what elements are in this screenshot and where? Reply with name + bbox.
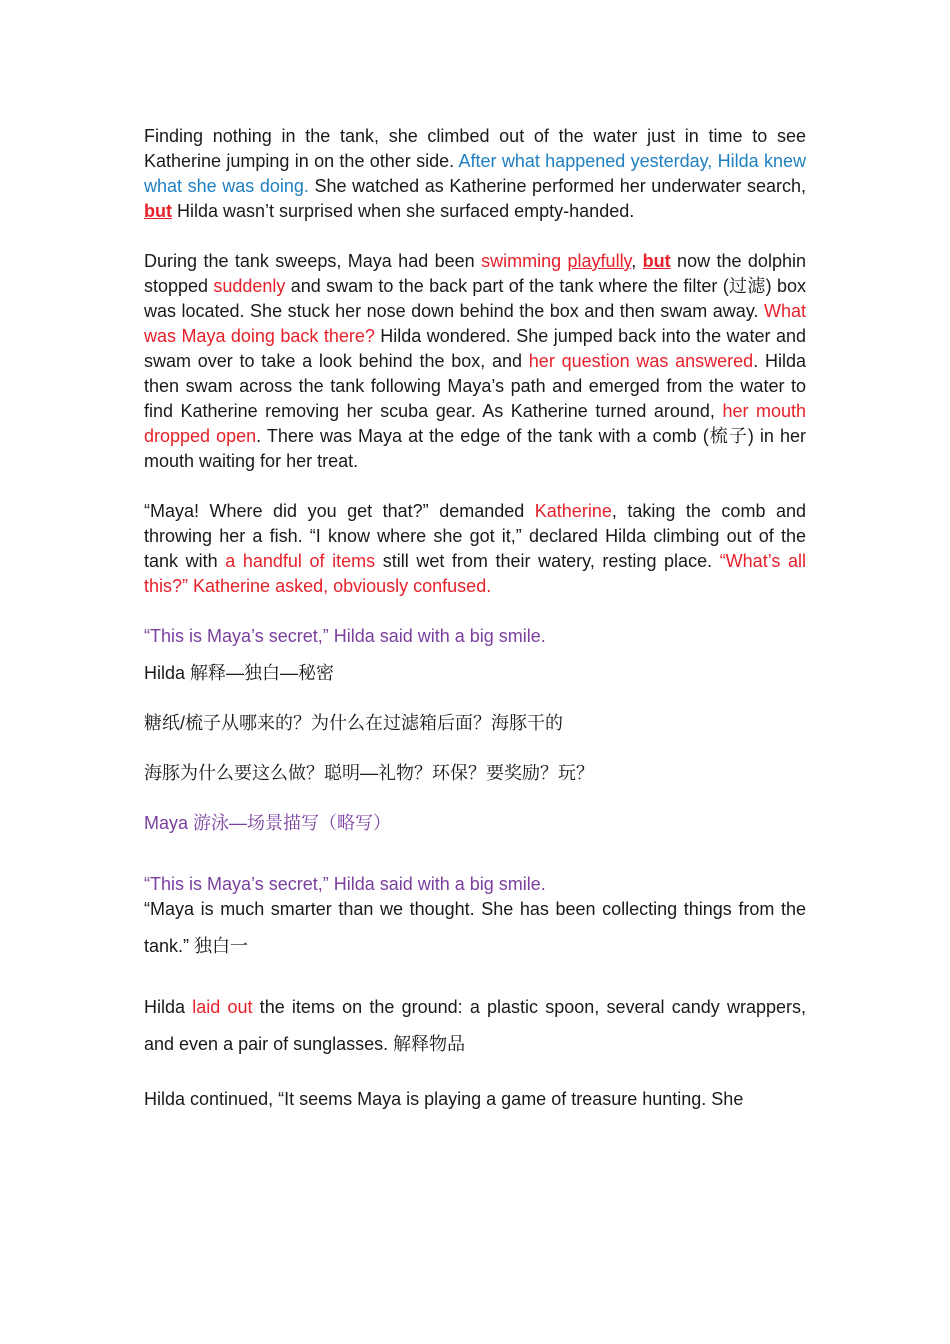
highlight-red: “What’s all this?” Katherine asked, obviously confused. xyxy=(144,551,806,596)
highlight-blue: After what happened yesterday, Hilda knew what she was doing. xyxy=(144,151,806,196)
paragraph-6: “Maya is much smarter than we thought. She has been collecting things from the tank.” 独白一 xyxy=(144,899,806,956)
note-3: 海豚为什么要这么做？聪明—礼物？环保？要奖励？玩？ xyxy=(144,763,594,783)
highlight-but: but xyxy=(144,201,172,221)
paragraph-2 xyxy=(144,249,806,474)
paragraph-4: “This is Maya’s secret,” Hilda said with a big smile. xyxy=(144,626,546,646)
text-run: During the tank sweeps, Maya had been xyxy=(144,251,482,271)
text-run: , taking the comb and throwing her a fish. “I know where she got it,” declared Hilda climbing out of the tank with xyxy=(144,501,806,571)
text-run: . Hilda then swam across the tank following Maya’s path and emerged from the water to find Katherine removing her scuba gear. As Katherine turned around, xyxy=(144,351,806,421)
note-1: Hilda 解释—独白—秘密 xyxy=(144,663,335,683)
paragraph-5: “This is Maya’s secret,” Hilda said with a big smile. xyxy=(144,874,546,894)
paragraph-8: Hilda continued, “It seems Maya is playing a game of treasure hunting. She xyxy=(144,1089,744,1109)
text-run: , xyxy=(631,251,643,271)
highlight-red: laid out xyxy=(192,997,253,1017)
text-run: still wet from their watery, resting place. xyxy=(375,551,720,571)
text-run: Hilda wondered. She jumped back into the water and swam over to take a look behind the box, and xyxy=(144,326,806,371)
text-run: She watched as Katherine performed her underwater search, xyxy=(308,176,806,196)
text-run: the items on the ground: a plastic spoon, several candy wrappers, and even a pair of sunglasses. 解释物品 xyxy=(144,997,807,1054)
note-2: 糖纸/梳子从哪来的？为什么在过滤箱后面？海豚干的 xyxy=(144,713,563,733)
document-page xyxy=(144,124,806,1112)
paragraph-1 xyxy=(144,124,806,224)
highlight-red: her question was answered xyxy=(528,351,754,371)
highlight-underline: playfully xyxy=(567,251,632,271)
highlight-red: Katherine xyxy=(534,501,612,521)
note-4: Maya 游泳—场景描写（略写） xyxy=(144,813,392,833)
highlight-red: What was Maya doing back there? xyxy=(144,301,806,346)
highlight-red: swimming xyxy=(481,251,562,271)
highlight-red: a handful of items xyxy=(225,551,376,571)
paragraph-3 xyxy=(144,499,806,599)
highlight-red: suddenly xyxy=(213,276,286,296)
highlight-red: her mouth dropped open xyxy=(144,401,806,446)
text-run: . There was Maya at the edge of the tank with a comb (梳子) in her mouth waiting for her treat. xyxy=(144,426,806,471)
text-run: Hilda xyxy=(144,997,193,1017)
text-run: Finding nothing in the tank, she climbed out of the water just in time to see Katherine jumping in on the other side. xyxy=(144,126,806,171)
text-run: Hilda wasn’t surprised when she surfaced empty-handed. xyxy=(171,201,635,221)
highlight-but: but xyxy=(642,251,671,271)
text-run: now the dolphin stopped xyxy=(144,251,806,296)
text-run: and swam to the back part of the tank where the filter (过滤) box was located. She stuck her nose down behind the box and then swam away. xyxy=(144,276,806,321)
paragraph-7 xyxy=(144,989,806,1063)
text-run: “Maya! Where did you get that?” demanded xyxy=(144,501,535,521)
